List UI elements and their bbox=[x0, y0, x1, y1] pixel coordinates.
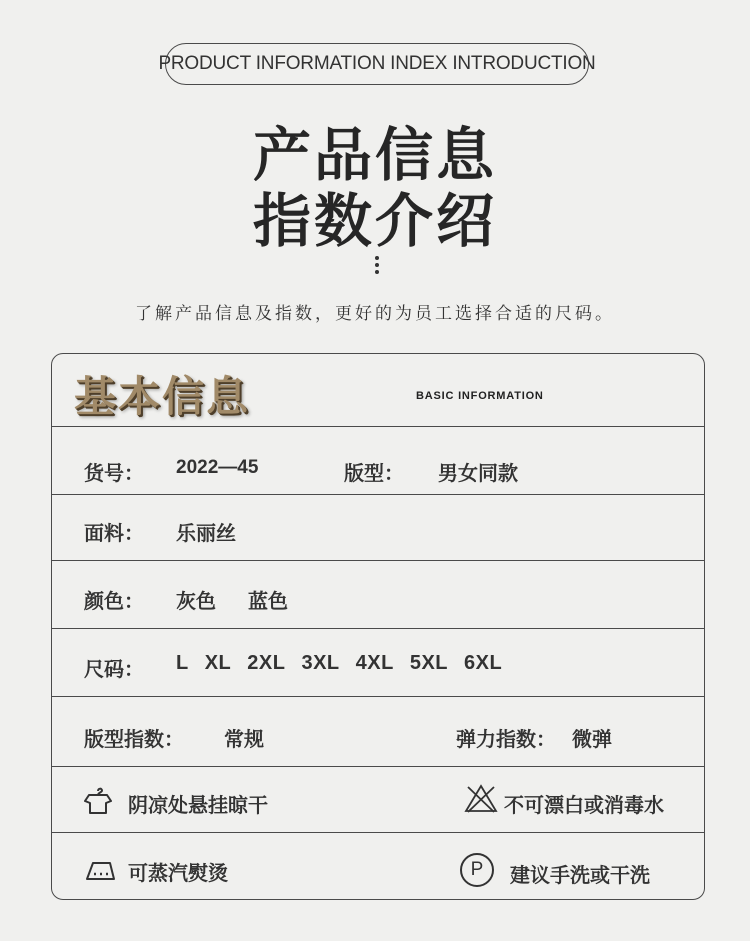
info-row-index bbox=[52, 696, 704, 766]
care-shade-dry-text: 阴凉处悬挂晾干 bbox=[128, 793, 268, 817]
size-item: L bbox=[176, 652, 189, 674]
fabric-value: 乐丽丝 bbox=[176, 521, 236, 545]
item-number-value: 2022—45 bbox=[176, 457, 259, 478]
section-label-pill bbox=[158, 43, 596, 85]
info-row-item bbox=[52, 426, 704, 494]
color-value-blue: 蓝色 bbox=[248, 589, 288, 613]
no-bleach-icon bbox=[464, 783, 498, 818]
care-row-1 bbox=[52, 766, 704, 832]
stretch-index-label: 弹力指数： bbox=[456, 727, 556, 751]
basic-info-card bbox=[51, 353, 705, 900]
care-row-2 bbox=[52, 832, 704, 900]
card-title-en: BASIC INFORMATION bbox=[416, 390, 544, 402]
color-label: 颜色： bbox=[84, 589, 144, 613]
fit-index-label: 版型指数： bbox=[84, 727, 184, 751]
care-steam-iron-text: 可蒸汽熨烫 bbox=[128, 861, 228, 885]
color-value-gray: 灰色 bbox=[176, 589, 216, 613]
size-item: XL bbox=[204, 652, 232, 674]
size-item: 3XL bbox=[301, 652, 340, 674]
size-item: 4XL bbox=[355, 652, 394, 674]
fit-value: 男女同款 bbox=[438, 461, 518, 485]
care-dry-clean-text: 建议手洗或干洗 bbox=[510, 863, 650, 887]
vertical-dots-icon bbox=[373, 256, 381, 277]
info-row-size bbox=[52, 628, 704, 696]
fabric-label: 面料： bbox=[84, 521, 144, 545]
page-title-line2: 指数介绍 bbox=[252, 187, 497, 255]
fit-index-value: 常规 bbox=[224, 727, 264, 751]
info-row-fabric bbox=[52, 494, 704, 560]
iron-icon bbox=[84, 859, 120, 888]
care-no-bleach-text: 不可漂白或消毒水 bbox=[504, 793, 664, 817]
info-row-color bbox=[52, 560, 704, 628]
size-item: 6XL bbox=[464, 652, 503, 674]
hang-dry-icon bbox=[84, 785, 112, 820]
card-title-cn: 基本信息 bbox=[74, 372, 251, 421]
card-header bbox=[52, 354, 704, 426]
size-list bbox=[176, 652, 518, 675]
stretch-index-value: 微弹 bbox=[572, 727, 612, 751]
size-label: 尺码： bbox=[84, 657, 144, 681]
page-title-line1: 产品信息 bbox=[252, 121, 497, 189]
section-label-text: PRODUCT INFORMATION INDEX INTRODUCTION bbox=[158, 53, 596, 74]
fit-label: 版型： bbox=[344, 461, 404, 485]
page-subtitle: 了解产品信息及指数，更好的为员工选择合适的尺码。 bbox=[135, 304, 615, 324]
size-item: 5XL bbox=[409, 652, 449, 674]
size-item: 2XL bbox=[247, 652, 286, 674]
dry-clean-p-icon: P bbox=[460, 853, 494, 887]
item-number-label: 货号： bbox=[84, 461, 144, 485]
